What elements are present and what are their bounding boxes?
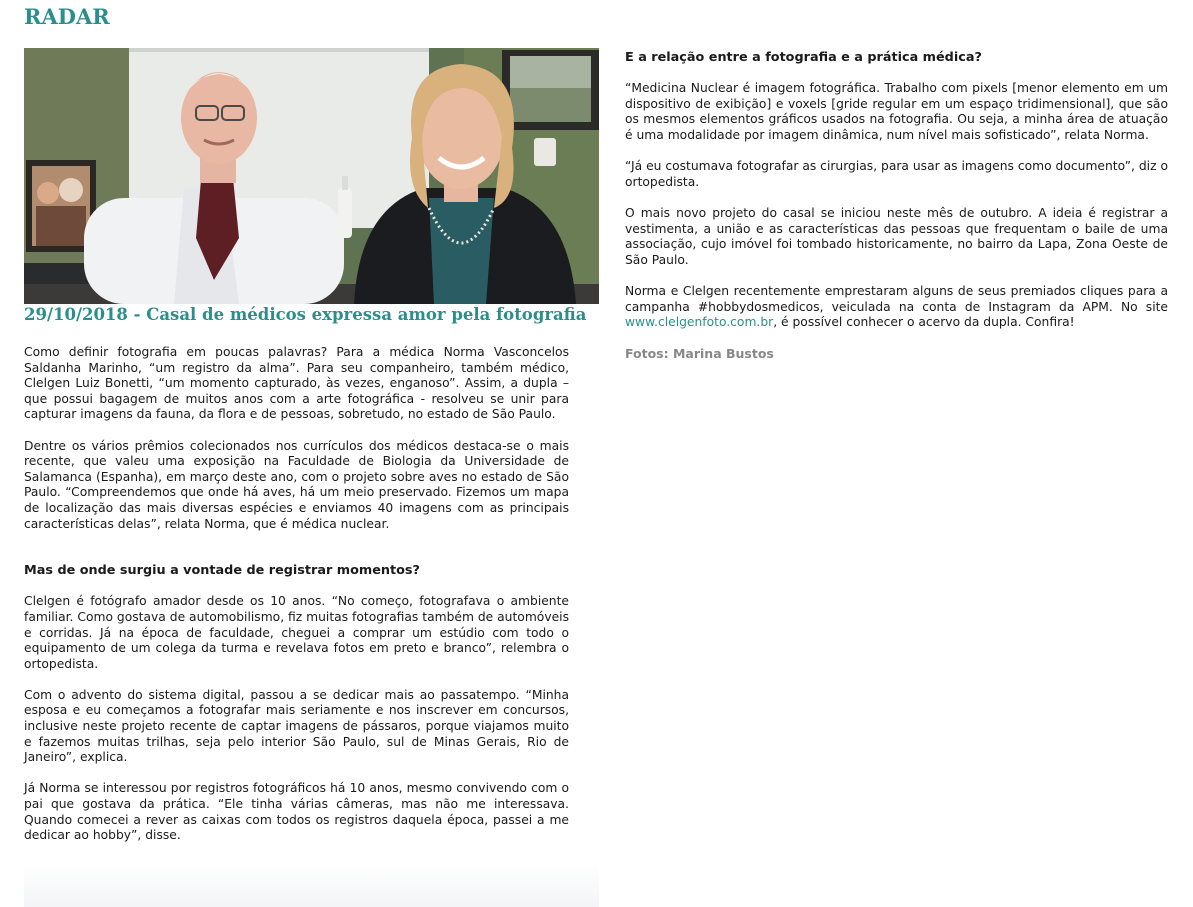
article-paragraph-with-link	[625, 284, 1168, 331]
section-title: RADAR	[24, 4, 110, 29]
article-subheading: E a relação entre a fotografia e a prática médica?	[625, 50, 982, 65]
article-paragraph: Dentre os vários prêmios colecionados nos currículos dos médicos destaca-se o mais recente, que valeu uma exposição na Faculdade de Biologia da Universidade de Salamanca (Espanha), em março deste ano, com o projeto sobre aves no estado de São Paulo. “Compreendemos que onde há aves, há um meio preservado. Fizemos um mapa de localização das mais diversas espécies e enviamos 40 imagens com as principais características delas”, relata Norma, que é médica nuclear.	[24, 438, 569, 531]
article-paragraph: “Já eu costumava fotografar as cirurgias, para usar as imagens como documento”, diz o ortopedista.	[625, 159, 1168, 189]
article-paragraph: O mais novo projeto do casal se iniciou neste mês de outubro. A ideia é registrar a vestimenta, a união e as características das pessoas que frequentam o baile de uma associação, cujo imóvel foi tombado historicamente, no bairro da Lapa, Zona Oeste de São Paulo.	[625, 205, 1168, 267]
website-link[interactable]: www.clelgenfoto.com.br	[625, 315, 774, 330]
article-paragraph: Como definir fotografia em poucas palavras? Para a médica Norma Vasconcelos Saldanha Marinho, “um registro da alma”. Para seu companheiro, também médico, Clelgen Luiz Bonetti, “um momento capturado, às vezes, enganoso”. Assim, a dupla – que possui bagagem de muitos anos com a arte fotográfica - resolveu se unir para capturar imagens da fauna, da flora e de pessoas, sobretudo, no estado de São Paulo.	[24, 345, 569, 422]
article-paragraph: Com o advento do sistema digital, passou a se dedicar mais ao passatempo. “Minha esposa e eu começamos a fotografar mais seriamente e nos inscrever em concursos, inclusive neste projeto recente de captar imagens de pássaros, porque viajamos muito e fazemos muitas trilhas, seja pelo interior São Paulo, sul de Minas Gerais, Rio de Janeiro”, explica.	[24, 687, 569, 765]
article-left-column	[24, 345, 569, 859]
paragraph-text: , é possível conhecer o acervo da dupla. Confira!	[773, 315, 1075, 330]
photo-couple-doctors-image	[24, 48, 599, 304]
footer-fade	[24, 862, 599, 907]
article-subheading: Mas de onde surgiu a vontade de registrar momentos?	[24, 563, 420, 579]
article-right-column	[625, 50, 1168, 362]
article-paragraph: “Medicina Nuclear é imagem fotográfica. Trabalho com pixels [menor elemento em um dispositivo de exibição] e voxels [gride regular em um espaço tridimensional], que são os mesmos elementos gráficos usados na fotografia. Ou seja, a minha área de atuação é uma modalidade por imagem dinâmica, num nível mais sofisticado”, relata Norma.	[625, 81, 1168, 142]
article-paragraph: Já Norma se interessou por registros fotográficos há 10 anos, mesmo convivendo com o pai que gostava da prática. “Ele tinha várias câmeras, mas não me interessava. Quando comecei a rever as caixas com todos os registros daquela época, passei a me dedicar ao hobby”, disse.	[24, 781, 569, 843]
article-headline: 29/10/2018 - Casal de médicos expressa amor pela fotografia	[24, 305, 587, 324]
article-photo	[24, 48, 599, 304]
article-paragraph: Clelgen é fotógrafo amador desde os 10 anos. “No começo, fotografava o ambiente familiar. Como gostava de automobilismo, fiz muitas fotografias também de automóveis e corridas. Já na época de faculdade, cheguei a comprar um estúdio com todo o equipamento de um colega da turma e revelava fotos em preto e branco”, relembra o ortopedista.	[24, 594, 569, 671]
paragraph-text: Norma e Clelgen recentemente emprestaram alguns de seus premiados cliques para a campanha #hobbydosmedicos, veiculada na conta de Instagram da APM. No site	[625, 283, 1168, 314]
photo-credit: Fotos: Marina Bustos	[625, 346, 774, 362]
